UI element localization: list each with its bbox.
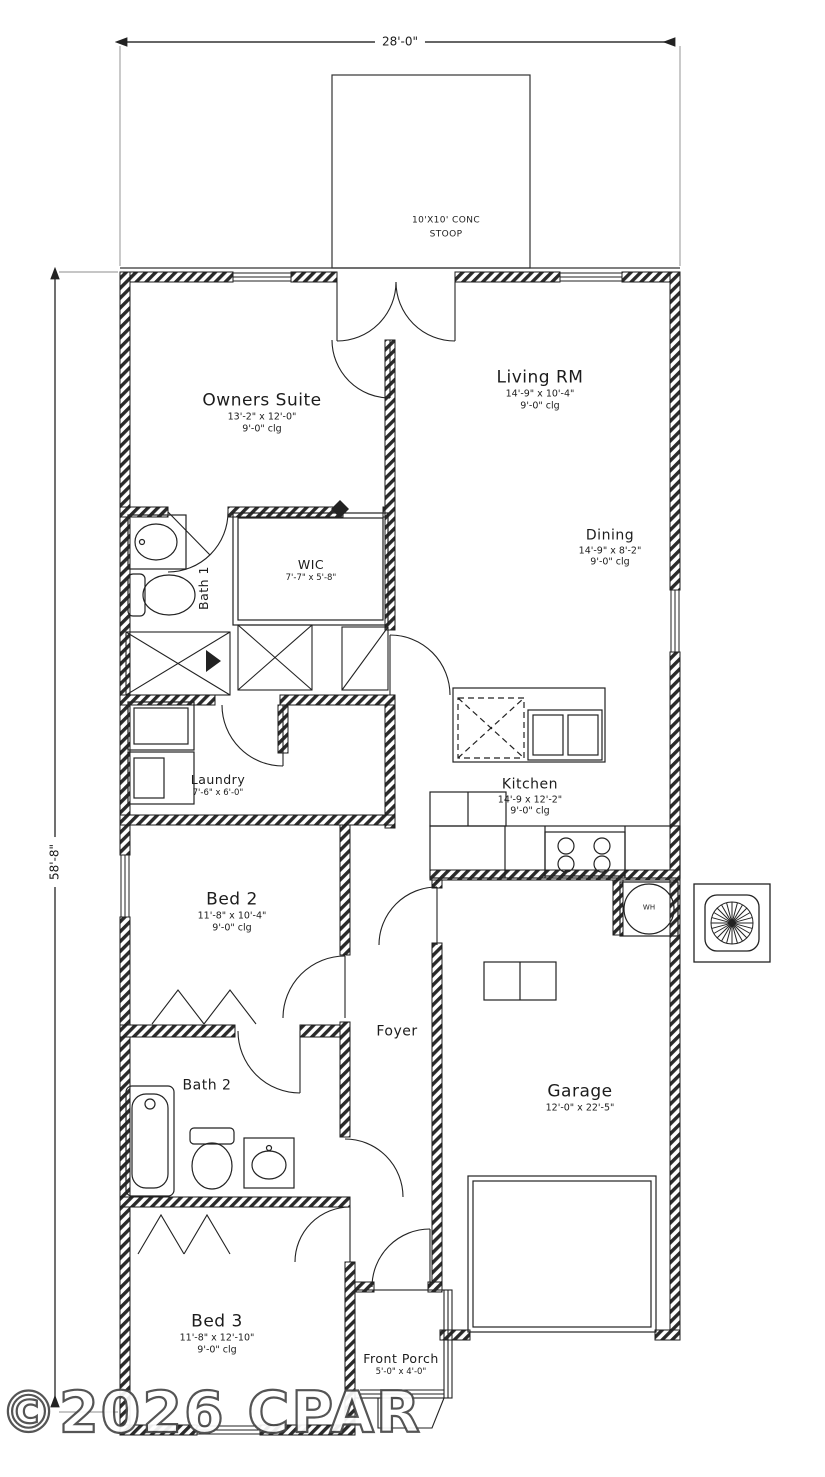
windows [121,273,679,1434]
room-label-kitchen: Kitchen 14'-9 x 12'-2" 9'-0" clg [497,776,563,817]
kitchen-island [453,688,605,762]
kitchen-sink [528,710,602,760]
walls [120,272,680,1435]
room-label-wic: WIC 7'-7" x 5'-8" [285,556,337,583]
room-label-foyer: Foyer [376,1023,418,1040]
copyright-watermark: ©2026 CPAR [0,1380,422,1446]
garage-door [468,1176,656,1332]
ac-condenser-unit [694,884,770,962]
room-label-garage: Garage 12'-0" x 22'-5" [545,1081,615,1114]
laundry-fixtures [128,702,194,804]
room-label-laundry: Laundry 7'-6" x 6'-0" [190,771,246,798]
bath2-toilet [190,1128,234,1144]
room-label-owners-suite: Owners Suite 13'-2" x 12'-0" 9'-0" clg [202,390,322,435]
top-dimension: 28'-0" [375,35,425,50]
water-heater-label: WH [642,903,656,912]
left-dimension: 58'-8" [48,837,63,887]
stoop-outline [120,75,680,268]
room-label-front-porch: Front Porch 5'-0" x 4'-0" [363,1350,439,1377]
bed3-closet-bifold [138,1215,184,1254]
room-label-bed2: Bed 2 11'-8" x 10'-4" 9'-0" clg [197,889,267,934]
bath1-fixtures [128,515,195,616]
room-label-bath1: Bath 1 [196,566,212,610]
room-label-bed3: Bed 3 11'-8" x 12'-10" 9'-0" clg [179,1311,255,1356]
room-label-living: Living RM 14'-9" x 10'-4" 9'-0" clg [496,367,584,412]
room-label-dining: Dining 14'-9" x 8'-2" 9'-0" clg [578,527,642,568]
bath2-fixtures [126,1086,294,1196]
stove [545,832,625,876]
dishwasher [458,698,524,758]
room-label-bath2: Bath 2 [182,1077,232,1094]
stoop-label: 10'X10' CONC STOOP [411,215,481,239]
bed2-closet-bifold [152,990,204,1024]
garage-details [468,962,656,1332]
